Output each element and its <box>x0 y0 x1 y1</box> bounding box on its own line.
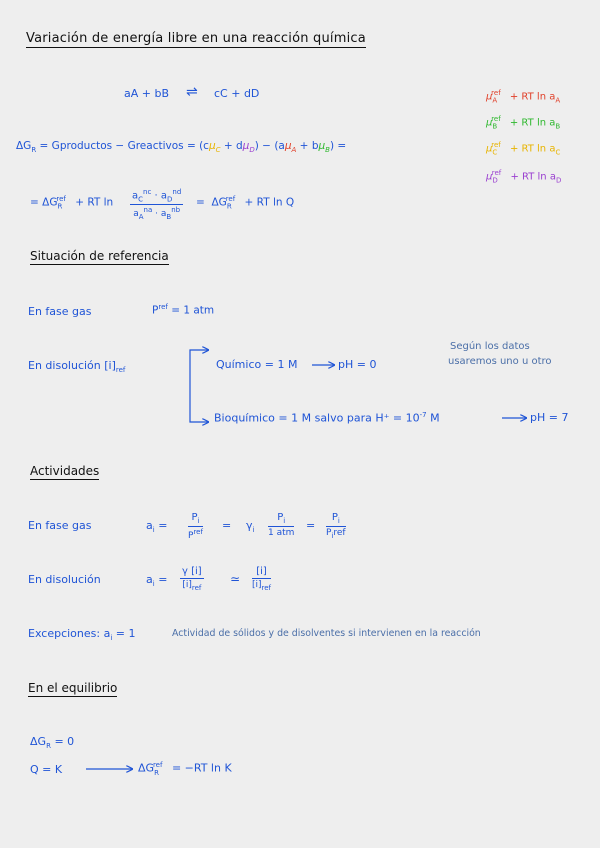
chemical-reference: Químico = 1 M <box>216 358 298 371</box>
reaction-left: aA + bB <box>124 87 170 100</box>
reaction-right: cC + dD <box>214 87 260 100</box>
equilibrium-line-1: $\Delta G_R = 0$ <box>30 735 75 751</box>
dg-equation: $\Delta G_R$ = Gproductos − Greactivos = $(c\mu_C + d\mu_D) - (a\mu_A + b\mu_B)$ = <box>16 140 347 155</box>
reference-heading: Situación de referencia <box>30 249 169 263</box>
activity-quotient: $a_C^{nc} \cdot a_D^{nd}$ $a_A^{na} \cdot a_B^{nb}$ <box>132 188 182 222</box>
exceptions-label: Excepciones: $a_i = 1$ <box>28 627 136 643</box>
reference-branch-bracket <box>190 350 208 362</box>
gas-fraction-1: $P_i$ $P^{ref}$ <box>188 512 203 541</box>
dg-second-prefix: = $\Delta G_R^{ref}$ + RT ln <box>30 195 114 211</box>
mu-a-term: $\mu_A$ <box>284 140 297 155</box>
activity-gas-a: $a_i$ = <box>146 519 168 535</box>
equilibrium-heading: En el equilibrio <box>28 681 118 695</box>
note-line-2: usaremos uno u otro <box>448 356 552 367</box>
activity-solution-label: En disolución <box>28 573 101 586</box>
exceptions-note: Actividad de sólidos y de disolventes si intervienen en la reacción <box>172 628 481 639</box>
activity-solution-a: $a_i$ = <box>146 573 168 589</box>
gas-eq-3: = <box>306 519 316 532</box>
approx-sign: ≃ <box>230 572 241 586</box>
gas-eq-2: = <box>222 519 232 532</box>
activity-gas-label: En fase gas <box>28 519 92 532</box>
mu-b-term: $\mu_B$ <box>318 140 330 155</box>
equilibrium-line-2-end: $\Delta G_R^{ref} = -RT$ ln K <box>138 761 232 777</box>
equilibrium-arrow-icon: ⇌ <box>186 84 198 100</box>
potential-b: $\mu_B^{ref}$ + RT $\ln a_B$ <box>486 115 561 131</box>
solution-fraction-2: [i] $[i]_{ref}$ <box>252 566 272 592</box>
mu-d-term: $\mu_D$ <box>242 140 255 155</box>
dg-second-rhs: = $\Delta G_R^{ref}$ + RT ln Q <box>196 195 295 211</box>
chemical-ph: pH = 0 <box>338 358 377 371</box>
gas-fraction-2: $P_i$ 1 atm <box>268 512 295 538</box>
gas-gamma: $\gamma_i$ <box>246 519 255 535</box>
potential-c: $\mu_C^{ref}$ + RT $\ln a_C$ <box>486 141 561 157</box>
gas-fraction-3: $P_i$ $P_iref$ <box>326 512 346 540</box>
reference-branch-bracket-lower <box>190 362 208 422</box>
potential-d: $\mu_D^{ref}$ + RT $\ln a_D$ <box>486 169 562 185</box>
gas-reference-pressure: $P^{ref} = 1$ atm <box>152 303 215 317</box>
gas-phase-label: En fase gas <box>28 305 92 318</box>
biochemical-reference: Bioquímico = 1 M salvo para $H^+ = 10^{-7}$ M <box>214 411 440 425</box>
mu-c-term: $\mu_C$ <box>208 140 221 155</box>
activities-heading: Actividades <box>30 464 100 478</box>
equilibrium-line-2-start: Q = K <box>30 763 63 776</box>
solution-fraction-1: γ [i] $[i]_{ref}$ <box>182 566 202 592</box>
note-line-1: Según los datos <box>450 341 530 352</box>
solution-label: En disolución $[i]_{ref}$ <box>28 359 126 375</box>
potential-a: $\mu_A^{ref}$ + RT $\ln a_A$ <box>486 89 561 105</box>
page-title: Variación de energía libre en una reacción química <box>26 31 366 46</box>
biochemical-ph: pH = 7 <box>530 411 569 424</box>
